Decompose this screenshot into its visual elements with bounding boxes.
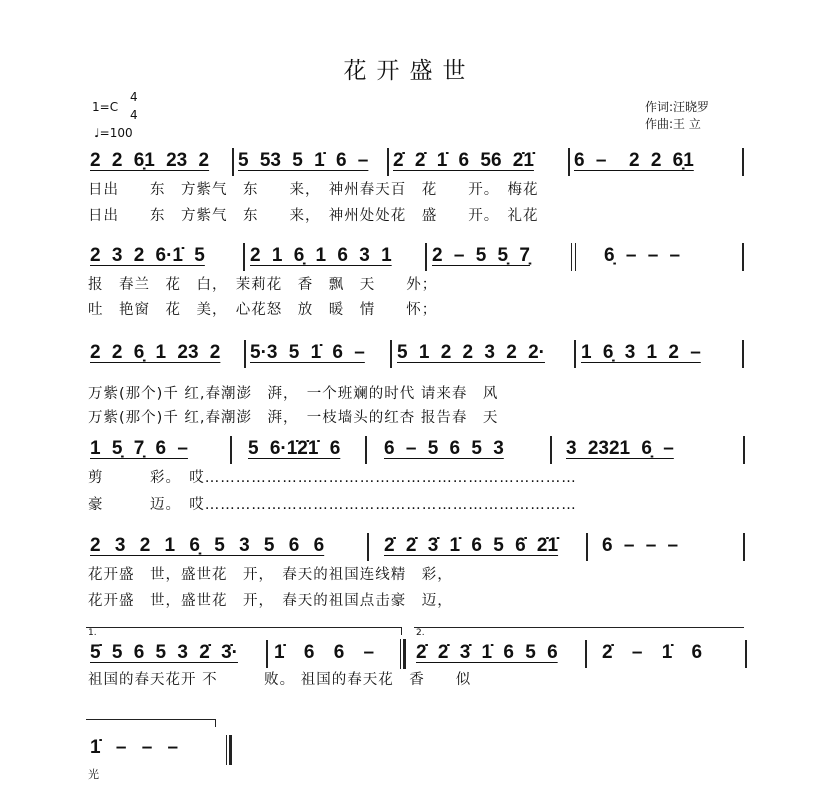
lyric-line-verse-1: 剪 彩。 哎……………………………………………………………… xyxy=(88,470,577,486)
measure: 2̇ 2̇ 3̇ 1̇ 6 5 6 xyxy=(416,642,558,663)
song-title: 花开盛世 xyxy=(343,58,476,84)
barline xyxy=(365,436,367,464)
barline xyxy=(745,640,747,668)
measure: 1 5̣ 7̣ 6 – xyxy=(90,438,188,459)
composer-credit: 作曲:王 立 xyxy=(645,117,701,131)
lyric-line-verse-2: 豪 迈。 哎……………………………………………………………… xyxy=(88,497,577,513)
lyric-line-verse-2: 万紫(那个)千 红,春潮澎 湃， 一枝墙头的红杏 报告春 天 xyxy=(88,410,499,426)
barline xyxy=(742,243,744,271)
barline xyxy=(390,340,392,368)
lyric-line: 光 xyxy=(88,768,100,781)
lyric-line-verse-2: 花开盛 世，盛世花 开， 春天的祖国点击豪 迈， xyxy=(88,593,453,609)
measure: 1̇ 6 6 – xyxy=(274,642,375,663)
measure: 5 6·1̇2̇1̇ 6 xyxy=(248,438,341,459)
volta-bracket-continued xyxy=(86,719,216,727)
barline xyxy=(574,340,576,368)
time-signature-bottom: 4 xyxy=(130,108,138,122)
measure: 6̣ – – – xyxy=(604,245,681,266)
volta-bracket-1: 1. xyxy=(86,627,402,635)
measure: 3 2321 6̣ – xyxy=(566,438,674,459)
measure: 6 – – – xyxy=(602,535,679,556)
barline xyxy=(743,436,745,464)
measure: 5 1 2 2 3 2 2· xyxy=(397,342,545,363)
measure: 2 1 6̣ 1 6 3 1 xyxy=(250,245,392,266)
lyric-line-verse-1: 日出 东 方紫气 东 来， 神州春天百 花 开。 梅花 xyxy=(88,182,539,198)
measure: 6 – 2 2 6̣1 xyxy=(574,150,694,171)
lyric-line-verse-1: 万紫(那个)千 红,春潮澎 湃， 一个班斓的时代 请来春 风 xyxy=(88,386,499,402)
barline xyxy=(243,243,245,271)
measure: 6 – 5 6 5 3 xyxy=(384,438,504,459)
measure: 2 2 6̣1 23 2 xyxy=(90,150,210,171)
measure: 5̇ 5 6 5 3 2̇ 3̇· xyxy=(90,642,238,663)
measure: 2 3 2 1 6̣ 5 3 5 6 6 xyxy=(90,535,325,556)
lyricist-credit: 作词:汪晓罗 xyxy=(645,100,710,114)
time-signature-top: 4 xyxy=(130,90,138,104)
barline xyxy=(742,340,744,368)
measure: 5 53 5 1̇ 6 – xyxy=(238,150,369,171)
barline xyxy=(367,533,369,561)
final-barline xyxy=(226,735,232,765)
barline xyxy=(550,436,552,464)
measure: 2 – 5 5̣ 7̣ xyxy=(432,245,530,266)
key-signature: 1=C xyxy=(92,100,119,114)
measure: 2 3 2 6·1̇ 5 xyxy=(90,245,205,266)
measure: 5·3 5 1̇ 6 – xyxy=(250,342,365,363)
barline xyxy=(266,640,268,668)
barline xyxy=(742,148,744,176)
repeat-end-barline xyxy=(400,639,406,669)
double-barline xyxy=(571,243,576,271)
measure: 1̇ – – – xyxy=(90,737,179,758)
measure: 2̇ – 1̇ 6 xyxy=(602,642,703,663)
lyric-line-verse-2: 吐 艳窗 花 美， 心花怒 放 暖 情 怀； xyxy=(88,302,438,318)
measure: 2̇ 2̇ 3̇ 1̇ 6 5 6̇ 2̇1̇ xyxy=(384,535,559,556)
barline xyxy=(743,533,745,561)
volta-bracket-2: 2. xyxy=(414,627,744,635)
measure: 2 2 6̣ 1 23 2 xyxy=(90,342,221,363)
lyric-line-verse-2: 日出 东 方紫气 东 来， 神州处处花 盛 开。 礼花 xyxy=(88,208,539,224)
barline xyxy=(230,436,232,464)
measure: 1 6̣ 3 1 2 – xyxy=(581,342,701,363)
lyric-line: 祖国的春天花开 不 败。 祖国的春天花 香 似 xyxy=(88,672,472,688)
measure: 2̇ 2̇ 1̇ 6 56 2̇1̇ xyxy=(393,150,534,171)
lyric-line-verse-1: 花开盛 世，盛世花 开， 春天的祖国连线精 彩， xyxy=(88,567,453,583)
barline xyxy=(585,640,587,668)
barline xyxy=(425,243,427,271)
barline xyxy=(586,533,588,561)
tempo-marking: ♩=100 xyxy=(94,126,133,140)
lyric-line-verse-1: 报 春兰 花 白， 茉莉花 香 飘 天 外； xyxy=(88,277,438,293)
